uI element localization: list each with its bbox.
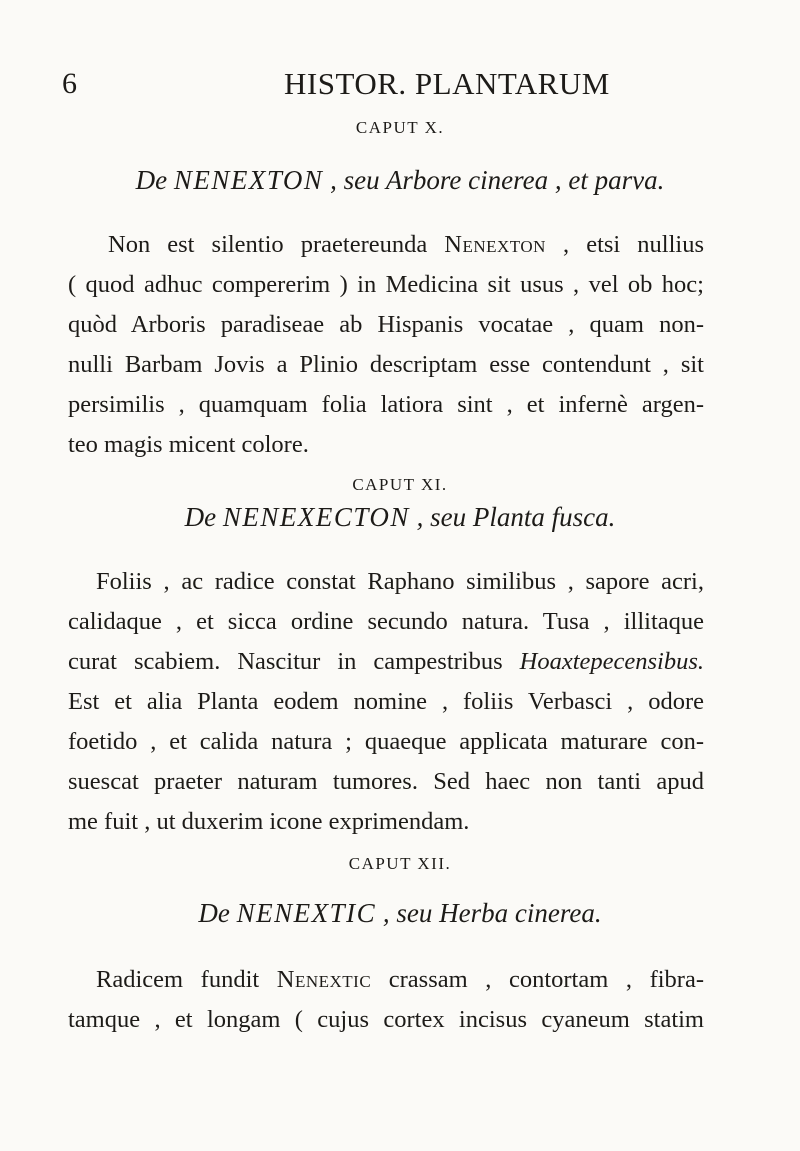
text-line (68, 345, 704, 385)
heading-suffix: , seu Arbore cinerea , et parva. (330, 165, 665, 195)
text-line (68, 562, 704, 602)
text-line (68, 425, 704, 465)
text-run: Non est silentio praetereunda (108, 231, 445, 258)
plant-name: NENEXTIC (236, 898, 377, 928)
text-run: Foliis , ac radice constat Raphano similibus , sapore acri, (96, 568, 704, 595)
heading-suffix: , seu Planta fusca. (416, 502, 616, 532)
plant-name-inline: Nenextic (276, 966, 372, 993)
text-run: suescat praeter naturam tumores. Sed haec non tanti apud (68, 768, 704, 795)
text-line (68, 802, 704, 842)
text-run: foetido , et calida natura ; quaeque applicata maturare con- (68, 728, 704, 755)
text-run: persimilis , quamquam folia latiora sint , et infernè argen- (68, 391, 704, 418)
text-line (68, 265, 704, 305)
text-line (68, 960, 704, 1000)
text-run: Est et alia Planta eodem nomine , foliis Verbasci , odore (68, 688, 704, 715)
page-number: 6 (62, 67, 77, 100)
caput-xii-heading (0, 896, 800, 930)
text-line (68, 722, 704, 762)
plant-name: NENEXECTON (222, 502, 410, 532)
heading-prefix: De (135, 165, 168, 195)
heading-suffix: , seu Herba cinerea. (382, 898, 602, 928)
plant-name: NENEXTON (173, 165, 324, 195)
text-run: nulli Barbam Jovis a Plinio descriptam esse contendunt , sit (68, 351, 704, 378)
text-line (68, 602, 704, 642)
text-line (68, 642, 704, 682)
text-line (68, 682, 704, 722)
text-run: calidaque , et sicca ordine secundo natura. Tusa , illitaque (68, 608, 704, 635)
caput-xii-label: CAPUT XII. (348, 854, 452, 873)
caput-xi-text (68, 562, 704, 842)
text-run: curat scabiem. Nascitur in campestribus (68, 648, 520, 675)
heading-prefix: De (184, 502, 217, 532)
place-name: Hoaxtepecensibus. (519, 648, 704, 675)
running-head (62, 62, 682, 106)
text-line (68, 1000, 704, 1040)
caput-xi-label: CAPUT XI. (352, 475, 448, 494)
caput-xii-text (68, 960, 704, 1040)
caput-x-heading (0, 163, 800, 197)
text-run: Radicem fundit (96, 966, 277, 993)
running-title: HISTOR. PLANTARUM (284, 66, 610, 101)
text-line (68, 225, 704, 265)
text-line (68, 385, 704, 425)
caput-xi-heading (0, 500, 800, 534)
text-run: teo magis micent colore. (68, 431, 309, 458)
text-run: ( quod adhuc compererim ) in Medicina sit usus , vel ob hoc; (68, 271, 704, 298)
text-run: , etsi nullius (545, 231, 704, 258)
text-run: quòd Arboris paradiseae ab Hispanis vocatae , quam non- (68, 311, 704, 338)
text-run: crassam , contortam , fibra- (371, 966, 704, 993)
text-run: me fuit , ut duxerim icone exprimendam. (68, 808, 470, 835)
text-line (68, 305, 704, 345)
text-run: tamque , et longam ( cujus cortex incisus cyaneum statim (68, 1006, 704, 1033)
plant-name-inline: Nenexton (444, 231, 546, 258)
caput-x-text (68, 225, 704, 465)
heading-prefix: De (198, 898, 230, 928)
text-line (68, 762, 704, 802)
caput-x-label: CAPUT X. (355, 118, 445, 137)
